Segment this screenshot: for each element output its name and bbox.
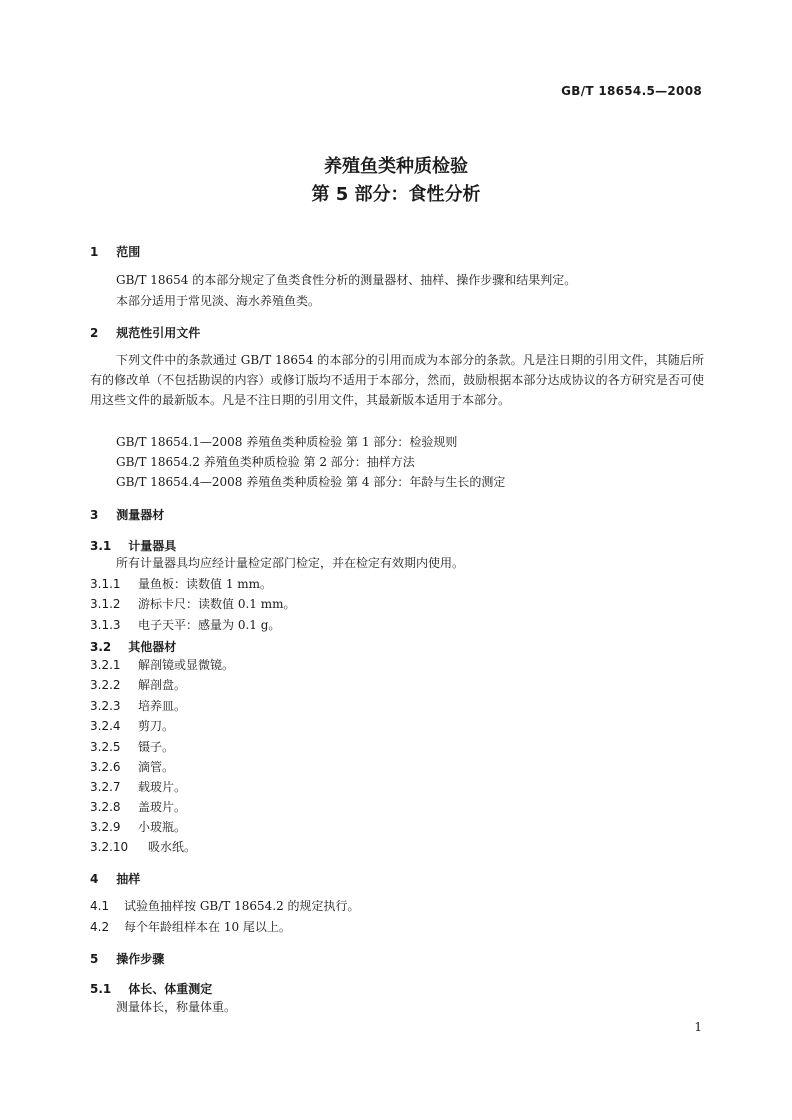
section-title: 规范性引用文件 bbox=[116, 326, 201, 340]
list-item bbox=[90, 675, 186, 695]
section-number: 1 bbox=[90, 245, 99, 259]
item-number: 3.2.10 bbox=[90, 840, 129, 854]
page-number: 1 bbox=[694, 1020, 702, 1034]
subsection-title: 其他器材 bbox=[128, 640, 177, 654]
subsection-5-1-text: 测量体长，称量体重。 bbox=[116, 1000, 237, 1014]
list-item bbox=[90, 817, 186, 837]
list-item bbox=[90, 655, 234, 675]
list-item bbox=[90, 696, 186, 716]
list-item bbox=[90, 594, 295, 614]
item-number: 3.1.3 bbox=[90, 618, 121, 632]
subsection-number: 5.1 bbox=[90, 982, 112, 996]
section-number: 3 bbox=[90, 508, 99, 522]
item-number: 3.2.1 bbox=[90, 658, 121, 672]
subsection-title: 计量器具 bbox=[128, 539, 177, 553]
reference-3: GB/T 18654.4—2008 养殖鱼类种质检验 第 4 部分：年龄与生长的测定 bbox=[116, 475, 506, 489]
section-2-heading bbox=[90, 324, 200, 341]
subsection-3-1-text: 所有计量器具均应经计量检定部门检定，并在检定有效期内使用。 bbox=[116, 556, 465, 570]
list-item bbox=[90, 917, 291, 937]
list-item bbox=[90, 737, 174, 757]
section-5-heading bbox=[90, 950, 164, 967]
list-item bbox=[90, 716, 174, 736]
item-text: 电子天平：感量为 0.1 g。 bbox=[138, 618, 281, 632]
section-3-heading bbox=[90, 506, 164, 523]
item-number: 3.2.3 bbox=[90, 699, 121, 713]
item-text: 试验鱼抽样按 GB/T 18654.2 的规定执行。 bbox=[124, 899, 360, 913]
section-2-paragraph: 下列文件中的条款通过 GB/T 18654 的本部分的引用而成为本部分的条款。凡是注日期的引用文件，其随后所有的修改单（不包括勘误的内容）或修订版均不适用于本部分，然而，鼓励根据本部分达成协议的各方研究是否可使用这些文件的最新版本。凡是不注日期的引用文件，其最新版本适用于本部分。 bbox=[90, 353, 704, 407]
item-text: 小玻瓶。 bbox=[138, 820, 187, 834]
subsection-3-1-heading bbox=[90, 537, 176, 554]
section-title: 测量器材 bbox=[116, 508, 165, 522]
item-number: 4.2 bbox=[90, 920, 110, 934]
item-number: 3.1.2 bbox=[90, 597, 121, 611]
document-title: 养殖鱼类种质检验 bbox=[324, 156, 468, 177]
item-number: 3.2.6 bbox=[90, 760, 121, 774]
item-text: 每个年龄组样本在 10 尾以上。 bbox=[124, 920, 291, 934]
section-number: 4 bbox=[90, 872, 99, 886]
list-item bbox=[90, 797, 186, 817]
subsection-3-2-heading bbox=[90, 638, 176, 655]
section-title: 范围 bbox=[116, 245, 141, 259]
item-number: 3.2.4 bbox=[90, 719, 121, 733]
list-item bbox=[90, 837, 196, 857]
section-title: 抽样 bbox=[116, 872, 141, 886]
subsection-title: 体长、体重测定 bbox=[128, 982, 213, 996]
item-number: 3.2.5 bbox=[90, 740, 121, 754]
reference-1: GB/T 18654.1—2008 养殖鱼类种质检验 第 1 部分：检验规则 bbox=[116, 435, 458, 449]
item-text: 游标卡尺：读数值 0.1 mm。 bbox=[138, 597, 296, 611]
list-item bbox=[90, 757, 174, 777]
item-number: 3.1.1 bbox=[90, 577, 121, 591]
list-item bbox=[90, 615, 280, 635]
item-number: 3.2.8 bbox=[90, 800, 121, 814]
item-text: 滴管。 bbox=[138, 760, 175, 774]
item-text: 剪刀。 bbox=[138, 719, 175, 733]
section-1-paragraph-2: 本部分适用于常见淡、海水养殖鱼类。 bbox=[116, 294, 321, 308]
list-item bbox=[90, 574, 272, 594]
subsection-number: 3.1 bbox=[90, 539, 112, 553]
list-item bbox=[90, 896, 360, 916]
item-text: 吸水纸。 bbox=[148, 840, 197, 854]
subsection-number: 3.2 bbox=[90, 640, 112, 654]
subsection-5-1-heading bbox=[90, 980, 212, 997]
item-text: 镊子。 bbox=[138, 740, 175, 754]
section-4-heading bbox=[90, 870, 140, 887]
standard-code: GB/T 18654.5—2008 bbox=[561, 84, 702, 98]
item-number: 3.2.7 bbox=[90, 780, 121, 794]
item-text: 培养皿。 bbox=[138, 699, 187, 713]
section-number: 5 bbox=[90, 952, 99, 966]
item-number: 4.1 bbox=[90, 899, 110, 913]
section-1-paragraph-1: GB/T 18654 的本部分规定了鱼类食性分析的测量器材、抽样、操作步骤和结果判定。 bbox=[116, 273, 577, 287]
item-number: 3.2.9 bbox=[90, 820, 121, 834]
list-item bbox=[90, 777, 186, 797]
item-text: 盖玻片。 bbox=[138, 800, 187, 814]
item-text: 载玻片。 bbox=[138, 780, 187, 794]
section-title: 操作步骤 bbox=[116, 952, 165, 966]
section-1-heading bbox=[90, 243, 140, 260]
item-text: 量鱼板：读数值 1 mm。 bbox=[138, 577, 273, 591]
item-text: 解剖镜或显微镜。 bbox=[138, 658, 235, 672]
section-number: 2 bbox=[90, 326, 99, 340]
reference-2: GB/T 18654.2 养殖鱼类种质检验 第 2 部分：抽样方法 bbox=[116, 455, 415, 469]
item-number: 3.2.2 bbox=[90, 678, 121, 692]
document-subtitle: 第 5 部分：食性分析 bbox=[311, 184, 481, 205]
item-text: 解剖盘。 bbox=[138, 678, 187, 692]
